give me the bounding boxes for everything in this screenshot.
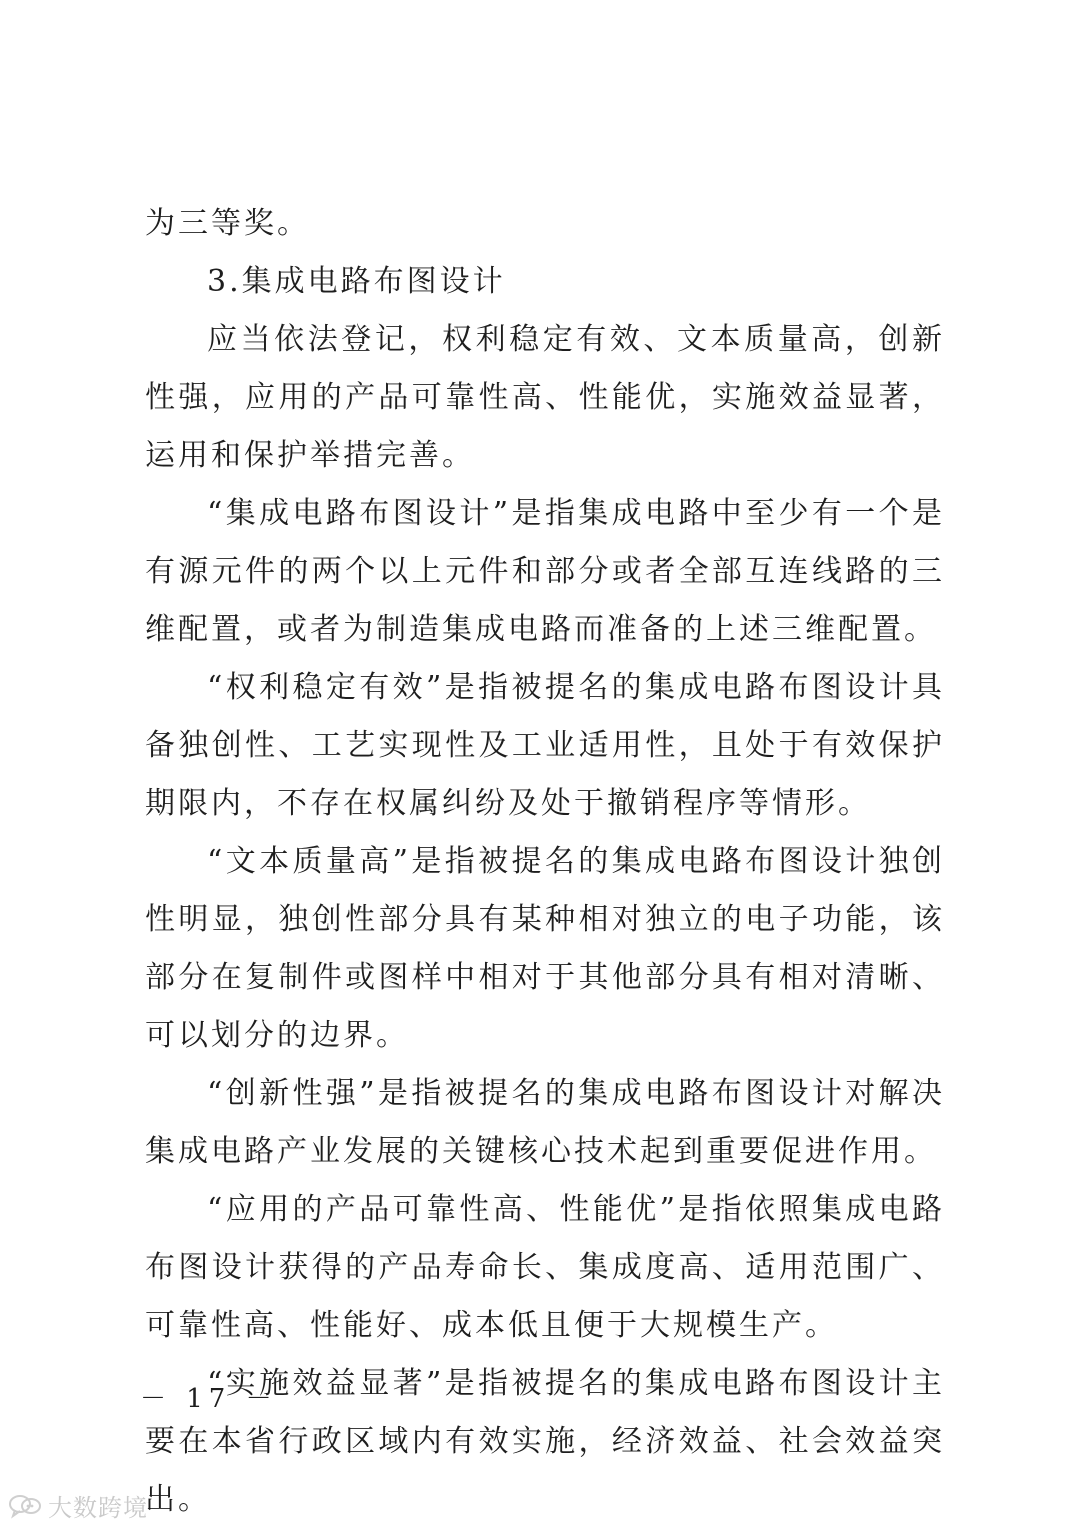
paragraph-definition-implementation-benefit: “实施效益显著”是指被提名的集成电路布图设计主要在本省行政区域内有效实施，经济效益、社会效益突出。 [145,1366,945,1517]
chat-bubbles-icon [8,1493,42,1519]
paragraph-requirements: 应当依法登记，权利稳定有效、文本质量高，创新性强，应用的产品可靠性高、性能优，实施效益显著，运用和保护举措完善。 [145,322,945,473]
paragraph-definition-rights-valid: “权利稳定有效”是指被提名的集成电路布图设计具备独创性、工艺实现性及工业适用性，且处于有效保护期限内，不存在权属纠纷及处于撤销程序等情形。 [145,670,945,821]
section-heading-ic-layout-design: 3.集成电路布图设计 [207,264,506,299]
paragraph-definition-innovation: “创新性强”是指被提名的集成电路布图设计对解决集成电路产业发展的关键核心技术起到重要促进作用。 [145,1076,945,1169]
watermark-text: 大数跨境 [48,1494,148,1522]
page-number: － 17 － [140,1384,278,1414]
watermark [8,1488,148,1523]
paragraph-third-prize: 为三等奖。 [145,206,310,241]
document-body [145,195,945,1529]
paragraph-definition-text-quality: “文本质量高”是指被提名的集成电路布图设计独创性明显，独创性部分具有某种相对独立的电子功能，该部分在复制件或图样中相对于其他部分具有相对清晰、可以划分的边界。 [145,844,945,1053]
paragraph-definition-layout-design: “集成电路布图设计”是指集成电路中至少有一个是有源元件的两个以上元件和部分或者全部互连线路的三维配置，或者为制造集成电路而准备的上述三维配置。 [145,496,945,647]
paragraph-definition-product-reliability: “应用的产品可靠性高、性能优”是指依照集成电路布图设计获得的产品寿命长、集成度高、适用范围广、可靠性高、性能好、成本低且便于大规模生产。 [145,1192,945,1343]
